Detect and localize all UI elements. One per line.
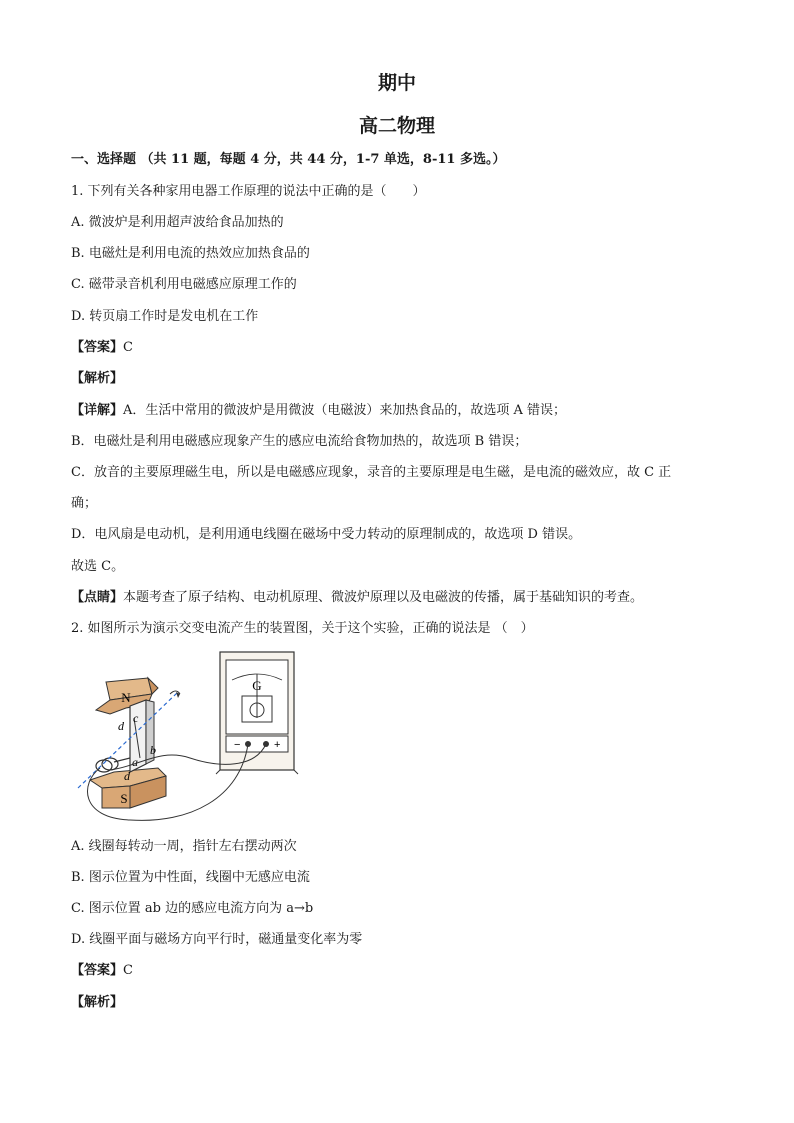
galvanometer-label: G xyxy=(252,678,262,693)
meter-foot xyxy=(294,770,298,774)
detail-line: D．电风扇是电动机，是利用通电线圈在磁场中受力转动的原理制成的，故选项 D 错误。 xyxy=(71,527,582,542)
tip-tag: 【点睛】 xyxy=(71,590,124,605)
detail-line: C．放音的主要原理磁生电，所以是电磁感应现象，录音的主要原理是电生磁，是电流的磁效应，故 C 正 xyxy=(71,465,672,480)
tip-text: 本题考查了原子结构、电动机原理、微波炉原理以及电磁波的传播，属于基础知识的考查。 xyxy=(123,590,644,605)
ac-generator-figure xyxy=(70,648,310,828)
detail-line: 故选 C。 xyxy=(71,559,125,574)
question-1-option-b: B. 电磁灶是利用电流的热效应加热食品的 xyxy=(71,246,310,261)
question-1-tip xyxy=(71,590,643,606)
answer-value: C xyxy=(123,340,133,355)
detail-line: B．电磁灶是利用电磁感应现象产生的感应电流给食物加热的，故选项 B 错误； xyxy=(71,434,528,449)
page-subtitle: 高二物理 xyxy=(358,115,435,137)
question-2-stem: 2. 如图所示为演示交变电流产生的装置图，关于这个实验，正确的说法是 （ ） xyxy=(71,621,534,636)
question-1-option-a: A. 微波炉是利用超声波给食品加热的 xyxy=(71,215,284,230)
answer-tag: 【答案】 xyxy=(71,963,124,978)
page-title: 期中 xyxy=(377,72,416,94)
question-1-stem: 1. 下列有关各种家用电器工作原理的说法中正确的是（ ） xyxy=(71,184,426,199)
label-a: a xyxy=(132,755,138,769)
question-1-detail xyxy=(71,403,566,419)
slip-ring xyxy=(102,758,118,770)
question-2-answer xyxy=(71,963,133,979)
question-2-option-a: A. 线圈每转动一周，指针左右摆动两次 xyxy=(71,839,297,854)
detail-line: A．生活中常用的微波炉是用微波（电磁波）来加热食品的，故选项 A 错误； xyxy=(123,403,567,418)
terminal-minus-label: − xyxy=(234,739,241,751)
detail-tag: 【详解】 xyxy=(71,403,124,418)
answer-tag: 【答案】 xyxy=(71,340,124,355)
question-2-option-d: D. 线圈平面与磁场方向平行时，磁通量变化率为零 xyxy=(71,932,363,947)
terminal-plus-label: + xyxy=(274,739,281,751)
label-c: c xyxy=(133,711,139,725)
section-heading: 一、选择题 （共 11 题，每题 4 分，共 44 分，1-7 单选，8-11 多选。） xyxy=(71,152,506,167)
answer-value: C xyxy=(123,963,133,978)
south-pole-label: S xyxy=(120,791,128,806)
question-1-option-c: C. 磁带录音机利用电磁感应原理工作的 xyxy=(71,277,297,292)
north-pole-label: N xyxy=(121,690,131,705)
detail-line: 确； xyxy=(71,496,98,511)
label-b: b xyxy=(150,743,156,757)
question-1-answer xyxy=(71,340,133,356)
label-d-bottom: d xyxy=(124,769,130,783)
meter-foot xyxy=(216,770,220,774)
question-2-option-c: C. 图示位置 ab 边的感应电流方向为 a→b xyxy=(71,901,314,916)
question-1-option-d: D. 转页扇工作时是发电机在工作 xyxy=(71,309,259,324)
label-d-top: d xyxy=(118,719,124,733)
question-2-option-b: B. 图示位置为中性面，线圈中无感应电流 xyxy=(71,870,310,885)
question-1-analysis-tag: 【解析】 xyxy=(71,371,124,386)
question-2-analysis-tag: 【解析】 xyxy=(71,995,124,1010)
